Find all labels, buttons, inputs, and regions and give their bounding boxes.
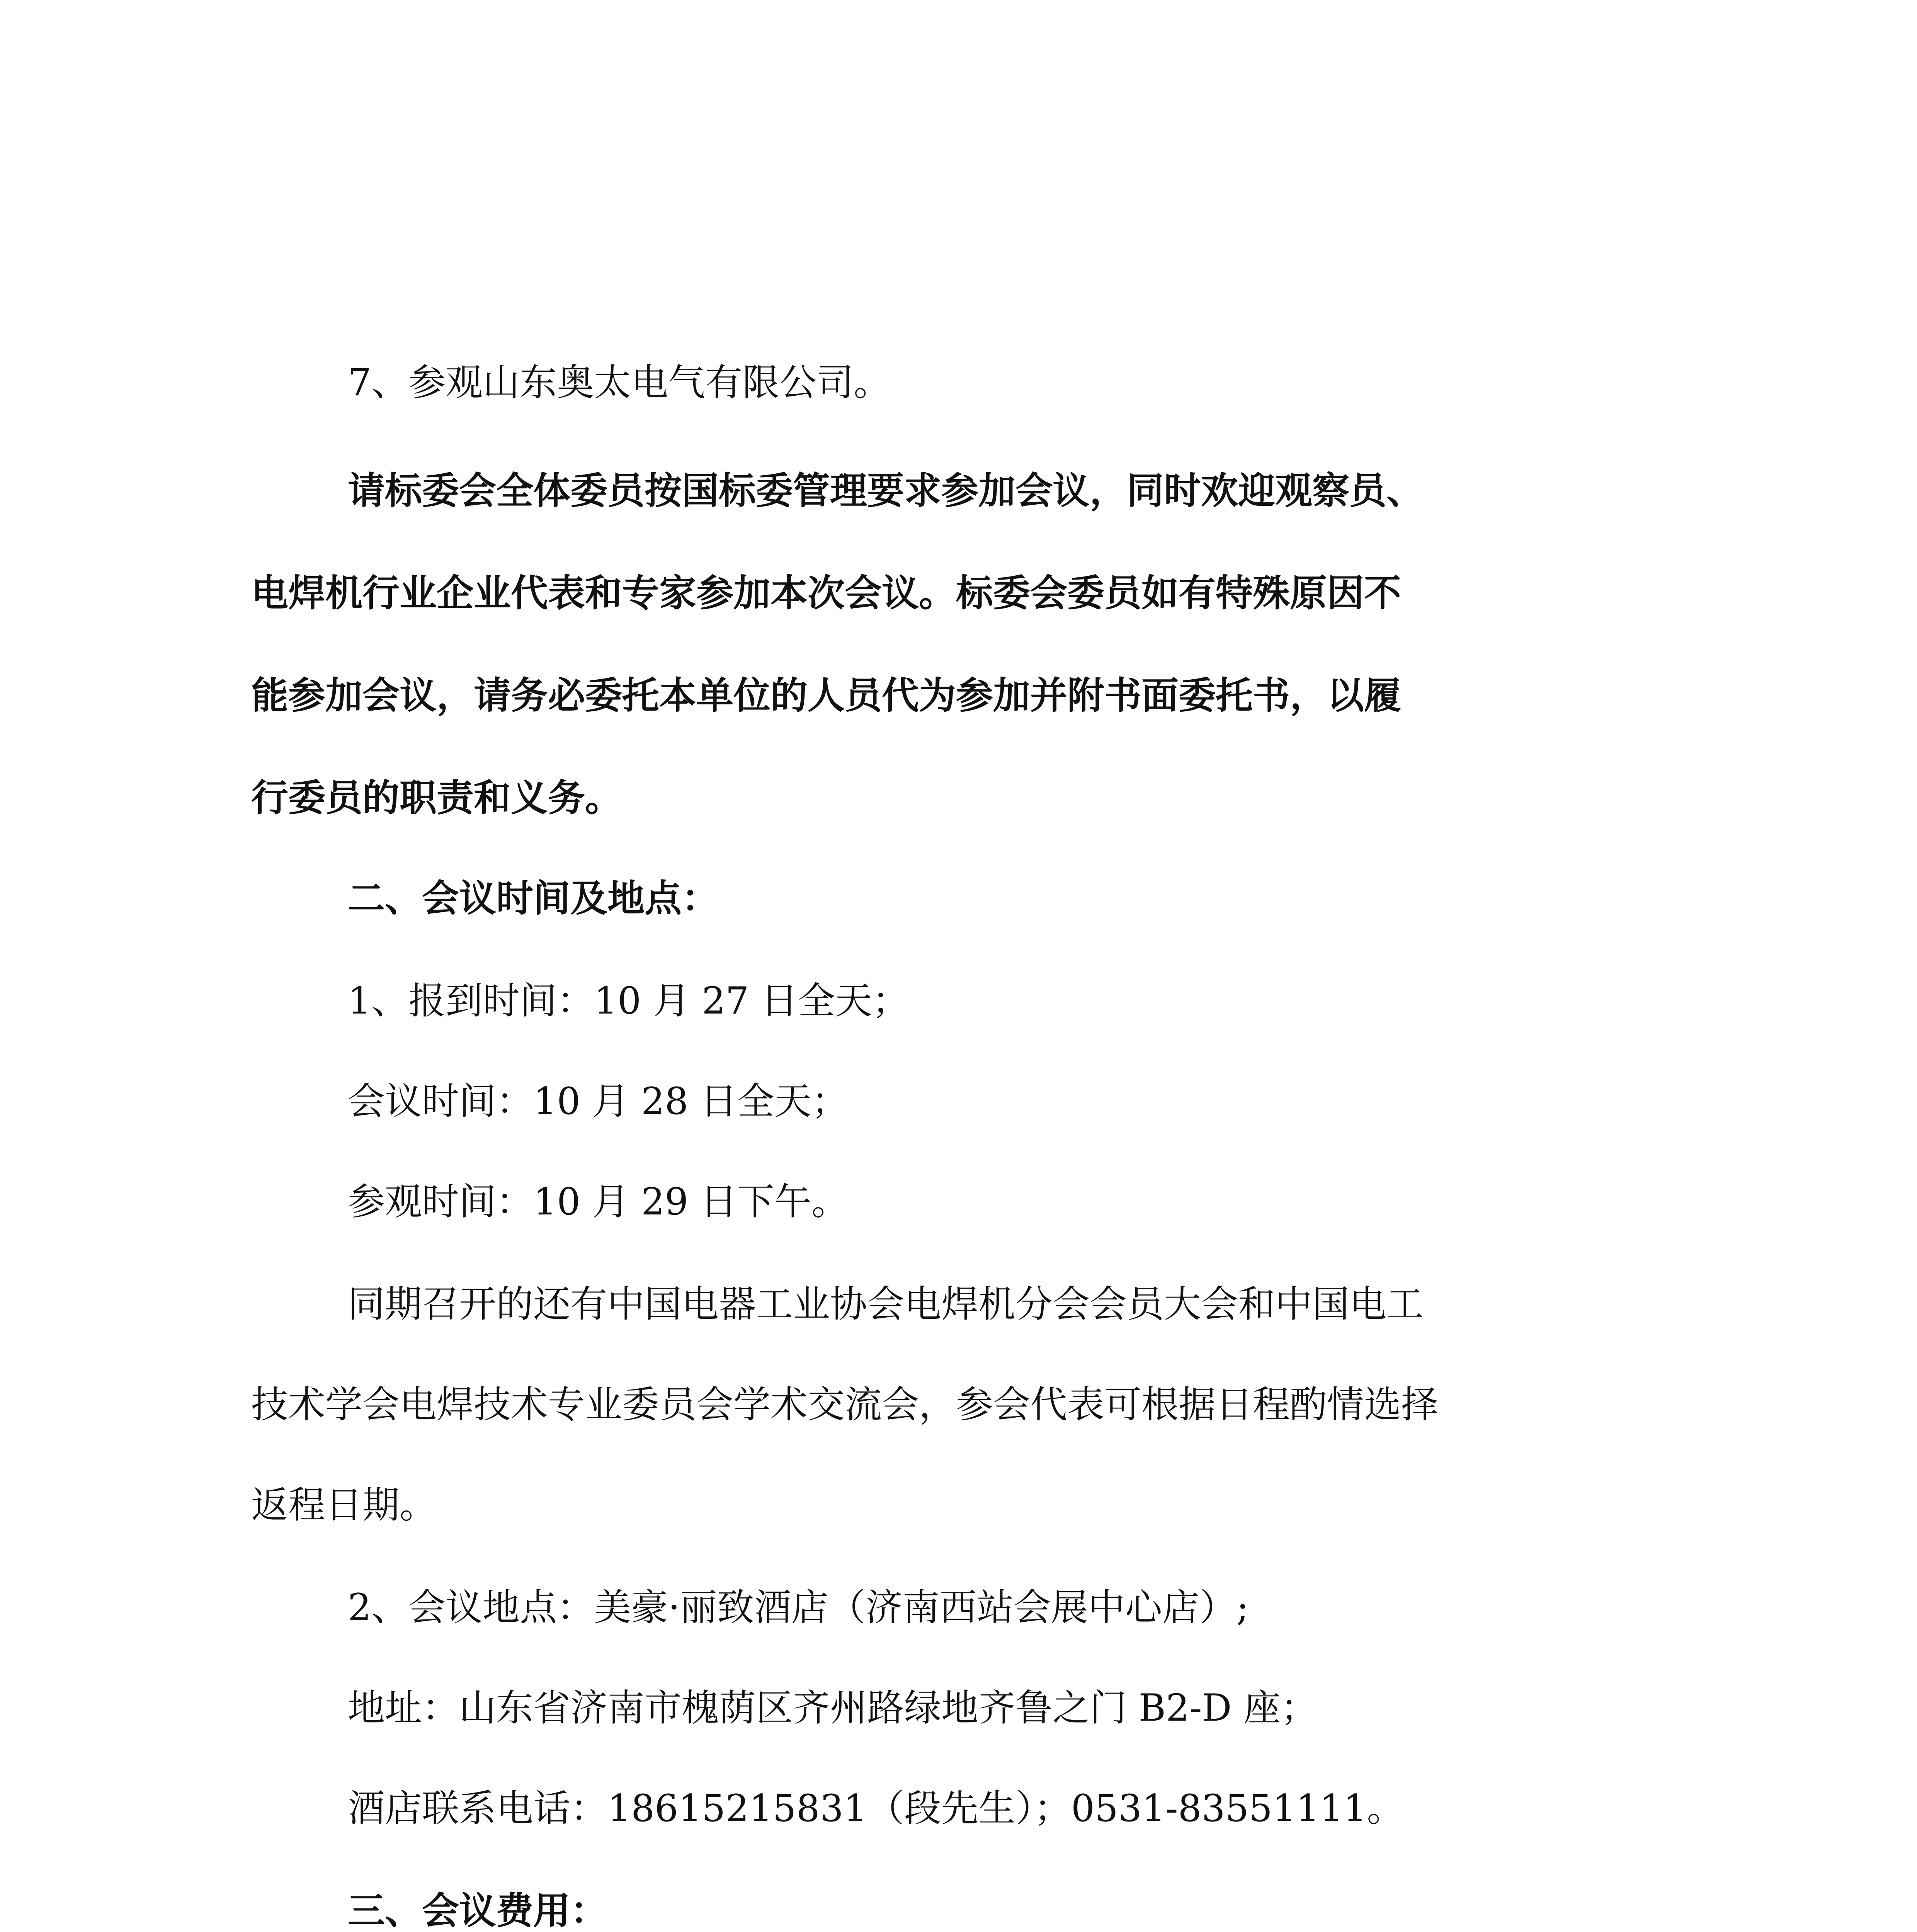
address: 地址：山东省济南市槐荫区齐州路绿地齐鲁之门 B2-D 座； bbox=[348, 1686, 1318, 1730]
section-2-heading: 二、会议时间及地点： bbox=[348, 876, 719, 920]
hotel-phone: 酒店联系电话：18615215831（段先生）；0531-83551111。 bbox=[348, 1787, 1404, 1830]
venue: 2、会议地点：美豪·丽致酒店（济南西站会展中心店）; bbox=[348, 1586, 1249, 1629]
section-3-heading: 三、会议费用： bbox=[348, 1889, 607, 1932]
concurrent-line-1: 同期召开的还有中国电器工业协会电焊机分会会员大会和中国电工 bbox=[348, 1282, 1424, 1326]
notice-line-2: 电焊机行业企业代表和专家参加本次会议。标委会委员如有特殊原因不 bbox=[251, 571, 1401, 615]
report-time: 1、报到时间：10 月 27 日全天； bbox=[348, 979, 909, 1022]
item-7: 7、参观山东奥太电气有限公司。 bbox=[348, 361, 891, 404]
meeting-time: 会议时间：10 月 28 日全天； bbox=[348, 1080, 849, 1123]
visit-time: 参观时间：10 月 29 日下午。 bbox=[348, 1180, 849, 1223]
notice-line-3: 能参加会议，请务必委托本单位的人员代为参加并附书面委托书，以履 bbox=[251, 673, 1401, 717]
concurrent-line-2: 技术学会电焊技术专业委员会学术交流会，参会代表可根据日程酌情选择 bbox=[251, 1383, 1438, 1426]
notice-line-4: 行委员的职责和义务。 bbox=[251, 776, 622, 820]
notice-line-1: 请标委会全体委员按国标委管理要求参加会议，同时欢迎观察员、 bbox=[348, 469, 1424, 512]
concurrent-line-3: 返程日期。 bbox=[251, 1483, 437, 1527]
